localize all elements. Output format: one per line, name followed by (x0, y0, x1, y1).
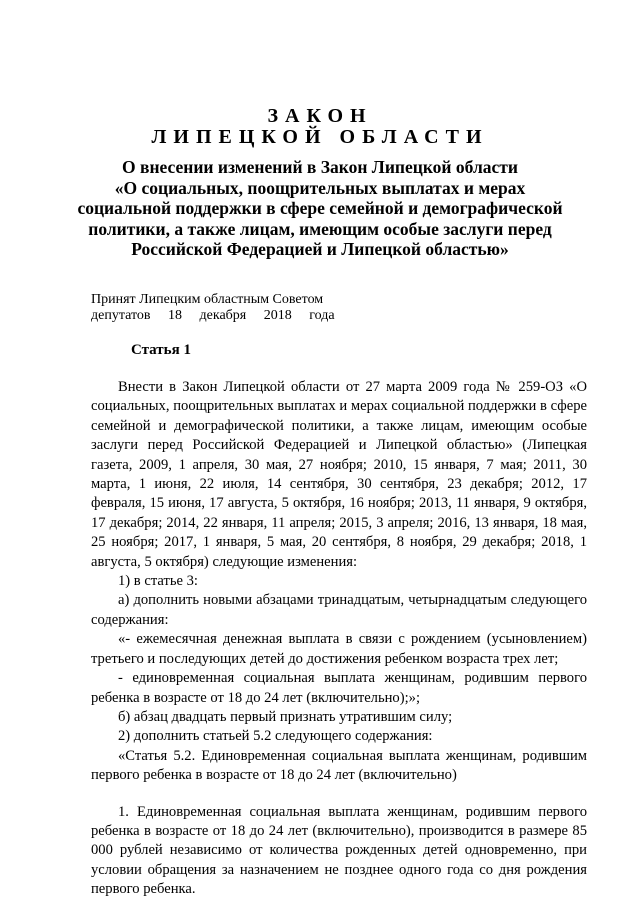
article-paragraph: а) дополнить новыми абзацами тринадцатым, четырнадцатым следующего содержания: (91, 592, 587, 628)
subject-line: Российской Федерацией и Липецкой областью» (131, 239, 509, 259)
article-paragraph: б) абзац двадцать первый признать утратившим силу; (118, 708, 453, 725)
subject-line: политики, а также лицам, имеющим особые заслуги перед (88, 218, 552, 239)
article-body (91, 378, 587, 900)
article-paragraph: «- ежемесячная денежная выплата в связи с рождением (усыновлением) третьего и последующих детей до достижения ребенком возраста трех лет; (91, 631, 587, 667)
article-paragraph: - единовременная социальная выплата женщинам, родившим первого ребенка в возрасте от 18 до 24 лет (включительно);»; (91, 670, 587, 706)
adoption-note-line1: Принят Липецким областным Советом (91, 292, 324, 307)
subject-line: социальной поддержки в сфере семейной и демографической (77, 198, 563, 218)
article-paragraph: 1. Единовременная социальная выплата женщинам, родившим первого ребенка в возрасте от 18 до 24 лет (включительно), производится в размере 85 000 рублей независимо от количества рожденных детей одновременно, при условии обращения за назначением не позднее одного года со дня рождения первого ребенка. (91, 803, 587, 898)
law-title-word: ЗАКОН (267, 105, 373, 127)
subject-line: «О социальных, поощрительных выплатах и мерах (114, 177, 526, 198)
law-subject-title (70, 157, 570, 260)
article-paragraph: «Статья 5.2. Единовременная социальная выплата женщинам, родившим первого ребенка в возрасте от 18 до 24 лет (включительно) (91, 747, 587, 784)
article-heading: Статья 1 (131, 342, 191, 358)
adoption-note-line2: депутатов 18 декабря 2018 года (91, 308, 335, 323)
article-paragraph: 1) в статье 3: (118, 573, 198, 590)
article-paragraph: Внести в Закон Липецкой области от 27 марта 2009 года № 259-ОЗ «О социальных, поощрительных выплатах и мерах социальной поддержки в сфере семейной и демографической политики, а также лицам, имеющим особые заслуги перед Российской Федерацией и Липецкой областью» (Липецкая газета, 2009, 1 апреля, 30 мая, 27 ноября; 2010, 15 января, 7 мая; 2011, 30 марта, 1 июня, 22 июля, 14 сентября, 30 сентября, 23 декабря; 2012, 17 февраля, 15 июня, 17 августа, 5 октября, 16 ноября; 2013, 11 января, 9 октября, 17 декабря; 2014, 22 января, 11 апреля; 2015, 3 апреля; 2016, 13 января, 18 мая, 25 ноября; 2017, 1 января, 5 мая, 20 сентября, 8 ноября, 29 декабря; 2018, 1 августа, 5 октября) следующие изменения: (91, 379, 587, 570)
subject-line: О внесении изменений в Закон Липецкой области (122, 157, 518, 177)
article-paragraph: 2) дополнить статьей 5.2 следующего содержания: (118, 728, 433, 745)
region-title: ЛИПЕЦКОЙ ОБЛАСТИ (151, 126, 489, 148)
